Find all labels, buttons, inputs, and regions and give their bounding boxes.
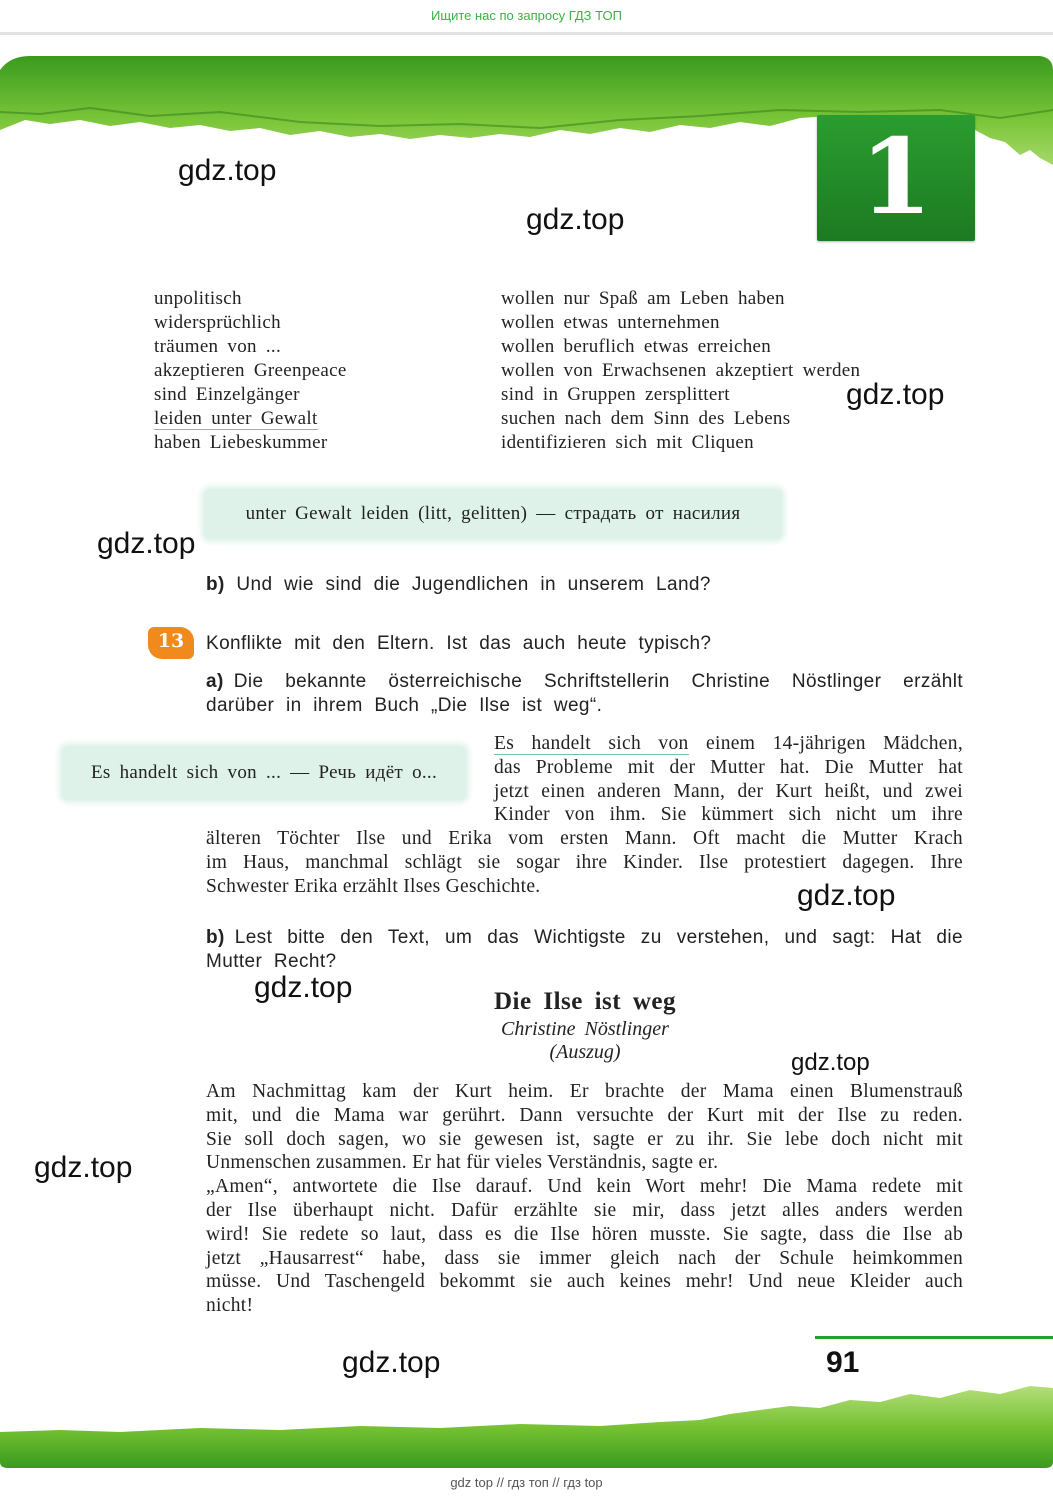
task-number-badge <box>148 627 194 659</box>
list-item <box>154 407 347 431</box>
text-line: nicht! <box>206 1295 254 1317</box>
list-item: sind in Gruppen zersplittert <box>501 384 730 405</box>
text-line: älteren Töchter Ilse und Erika vom ersten Mann. Oft macht die Mutter Krach <box>206 828 963 849</box>
vocabulary-note <box>62 746 466 800</box>
task-label: b) <box>206 574 225 595</box>
story-note: (Auszug) <box>549 1041 621 1063</box>
watermark: gdz.top <box>797 879 896 912</box>
chapter-number-box <box>817 115 975 241</box>
watermark: gdz.top <box>342 1346 441 1379</box>
text-line: Unmenschen zusammen. Er hat für vieles Verständnis, sagte er. <box>206 1152 719 1174</box>
story-author: Christine Nöstlinger <box>501 1018 669 1040</box>
list-item: wollen etwas unternehmen <box>501 312 720 333</box>
list-item: wollen von Erwachsenen akzeptiert werden <box>501 360 861 381</box>
text-line: wird! Sie redete so laut, dass es die Ilse hören musste. Sie sagte, dass die Ilse ab <box>206 1223 963 1245</box>
task-a <box>206 670 963 718</box>
text-line: Es handelt sich von einem 14-jährigen Mädchen, <box>494 733 963 754</box>
list-item: haben Liebeskummer <box>154 432 328 453</box>
text-line: Sie soll doch sagen, wo sie gewesen ist, sagte er zu ihr. Sie lebe doch nicht mit <box>206 1128 963 1150</box>
task-b-previous <box>206 573 711 597</box>
watermark: gdz.top <box>254 971 353 1004</box>
story-title: Die Ilse ist weg <box>494 988 676 1015</box>
summary-paragraph-top <box>494 732 963 827</box>
underlined-phrase: Es handelt sich von <box>494 733 689 754</box>
bottom-links[interactable]: gdz top // гдз топ // гдз top <box>450 1475 603 1490</box>
watermark: gdz.top <box>791 1049 870 1076</box>
vocabulary-note-text: unter Gewalt leiden (litt, gelitten) — страдать от насилия <box>245 503 741 524</box>
task-text: Mutter Recht? <box>206 951 337 972</box>
list-item: sind Einzelgänger <box>154 384 300 405</box>
text-line: Kinder von ihm. Sie kümmert sich nicht um ihre <box>494 804 963 826</box>
text-line: Schwester Erika erzählt Ilses Geschichte. <box>206 875 541 897</box>
task-text: Die bekannte österreichische Schriftstellerin Christine Nöstlinger erzählt <box>233 671 963 692</box>
task-text: Lest bitte den Text, um das Wichtigste zu verstehen, und sagt: Hat die <box>234 927 963 948</box>
list-item: akzeptieren Greenpeace <box>154 360 347 381</box>
task-text: darüber in ihrem Buch „Die Ilse ist weg“. <box>206 695 603 716</box>
text-line: im Haus, manchmal schlägt sie sogar ihre Kinder. Ilse protestiert dagegen. Ihre <box>206 851 963 873</box>
story-body <box>206 1080 963 1318</box>
text-line: Am Nachmittag kam der Kurt heim. Er brachte der Mama einen Blumenstrauß <box>206 1081 963 1102</box>
underlined-phrase: leiden unter Gewalt <box>154 408 318 429</box>
task-text: Und wie sind die Jugendlichen in unserem Land? <box>236 574 711 595</box>
task-b <box>206 926 963 974</box>
list-item: träumen von ... <box>154 336 282 357</box>
vocabulary-note-text: Es handelt sich von ... — Речь идёт о... <box>90 762 438 783</box>
word-list-left <box>154 287 347 455</box>
task-label: a) <box>206 671 224 692</box>
grass-footer-decoration <box>0 1380 1053 1470</box>
vocabulary-note <box>204 489 782 539</box>
watermark: gdz.top <box>178 154 277 187</box>
text-line: müsse. Und Taschengeld bekommt sie auch keines mehr! Und neue Kleider auch <box>206 1271 963 1293</box>
word-list-right <box>501 287 860 455</box>
list-item: wollen beruflich etwas erreichen <box>501 336 772 357</box>
list-item: suchen nach dem Sinn des Lebens <box>501 408 791 429</box>
page-number: 91 <box>826 1346 860 1379</box>
task-heading: Konflikte mit den Eltern. Ist das auch heute typisch? <box>206 633 712 654</box>
text-line: mit, und die Mama war gerührt. Dann versuchte der Kurt mit der Ilse zu reden. <box>206 1104 963 1126</box>
watermark: gdz.top <box>34 1151 133 1184</box>
text-line: jetzt einen anderen Mann, der Kurt heißt, und zwei <box>494 780 963 802</box>
text-line: „Amen“, antwortete die Ilse darauf. Und kein Wort mehr! Die Mama redete mit <box>206 1176 963 1198</box>
list-item: identifizieren sich mit Cliquen <box>501 432 754 453</box>
text-line: jetzt „Hausarrest“ habe, dass sie immer gleich nach der Schule heimkommen <box>206 1247 963 1269</box>
summary-paragraph-bottom <box>206 827 963 898</box>
watermark: gdz.top <box>846 378 945 411</box>
page-number-rule <box>815 1336 1053 1339</box>
list-item: widersprüchlich <box>154 312 281 333</box>
text-line: das Probleme mit der Mutter hat. Die Mutter hat <box>494 756 963 778</box>
watermark: gdz.top <box>97 527 196 560</box>
text-line: der Ilse überhaupt nicht. Dafür erzählte sie mir, dass jetzt alles anders werden <box>206 1199 963 1221</box>
list-item: wollen nur Spaß am Leben haben <box>501 288 785 309</box>
top-banner-link[interactable]: Ищите нас по запросу ГДЗ ТОП <box>431 8 622 23</box>
list-item: unpolitisch <box>154 288 242 309</box>
task-number: 13 <box>157 630 185 652</box>
task-label: b) <box>206 927 225 948</box>
watermark: gdz.top <box>526 203 625 236</box>
chapter-number: 1 <box>859 115 933 238</box>
